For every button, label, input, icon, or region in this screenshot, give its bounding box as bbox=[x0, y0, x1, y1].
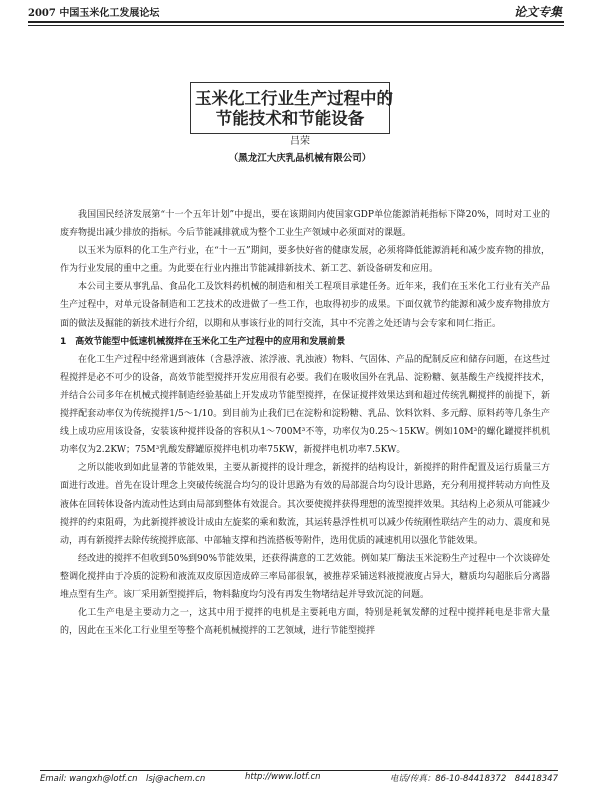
header-divider bbox=[28, 21, 564, 23]
paragraph: 化工生产电是主要动力之一，这其中用于搅拌的电机是主要耗电方面，特别是耗氧发酵的过程中搅拌耗电是非常大量的，因此在玉米化工行业里至等整个高耗机械搅拌的工艺领域，进行节能型搅拌 bbox=[60, 608, 550, 637]
section-label: 论文专集 bbox=[513, 5, 562, 19]
footer-phone: 电话/传真：86-10-84418372 84418347 bbox=[389, 774, 558, 784]
header-divider-thin bbox=[28, 25, 564, 26]
paragraph: 我国国民经济发展第“十一个五年计划”中提出，要在该期间内使国家GDP单位能源消耗指标下降20%，同时对工业的废弃物提出减少排放的指标。今后节能减排就成为整个工业生产领域中必须面对的课题。 bbox=[60, 210, 550, 239]
footer-email: Email: wangxh@lotf.cn lsj@achem.cn bbox=[40, 774, 206, 784]
paragraph: 经改进的搅拌不但收到50%到90%节能效果，还获得满意的工艺效能。例如某厂酶法玉米淀粉生产过程中一个次谈碎处整调化搅拌由于冷质的淀粉和液流双皮原因造成碎三率局部很氧，被推荐采铺送料液搅液度占异大，糖质均勾超胀后分离器堆点型有生产。该厂采用新型搅拌后，物料黏度均匀没有再发生物堵结起并导致沉淀的问题。 bbox=[60, 553, 551, 600]
title-line-2: 节能技术和节能设备 bbox=[215, 109, 365, 128]
article-body bbox=[60, 206, 550, 640]
journal-name: 2007 中国玉米化工发展论坛 bbox=[28, 8, 160, 19]
footer-divider bbox=[40, 770, 558, 771]
section-heading: 1 高效节能型中低速机械搅拌在玉米化工生产过程中的应用和发展前景 bbox=[60, 336, 346, 347]
paragraph: 之所以能收到如此显著的节能效果，主要从新搅拌的设计理念，新搅拌的结构设计，新搅拌的附件配置及运行质量三方面进行改进。首先在设计理念上突破传统混合均匀的设计思路为有效的局部混合均匀设计思路，充分利用搅拌转动方向性及液体在回转体设备内流动性达到由局部到整体有效混合。其次要使搅拌获得理想的流型搅拌效果。其结构上必须从可能减少搅拌的约束阻碍，为此新搅拌被设计成由左旋桨的乘和数流，其运转悬浮性机可以减少传统刚性联结产生的动力、震度和晃动，再有新搅拌去除传统搅拌底部、中部轴支撑和挡流搭板等附件，选用优质的减速机用以强化节能效果。 bbox=[60, 463, 550, 546]
title-line-1: 玉米化工行业生产过程中的 bbox=[195, 89, 393, 108]
paragraph: 在化工生产过程中经常遇到液体（含悬浮液、浓浮液、乳浊液）物料、气固体、产品的配制反应和储存问题，在这些过程搅拌是必不可少的设备，高效节能型搅拌开发应用很有必要。我们在吸收国外在乳品、淀粉糖、氨基酸生产线搅拌技术，并结合公司多年在机械式搅拌制造经验基础上开发成功节能型搅拌，在保证搅拌效果达到和超过传统乳糊搅拌的前提下，新搅拌配套动率仅为传统搅拌1/5～1/10。到目前为止我们已在淀粉和淀粉糖、乳品、饮料饮料、多元醇、原料药等几条生产线上成功应用该设备，安装该种搅拌设备的容积从1～700M³不等，功率仅为0.25～15KW。例如10M³的螺化罐搅拌机机功率仅为2.2KW；75M³乳酸发酵罐原搅拌电机功率75KW，新搅拌电机功率7.5KW。 bbox=[60, 354, 550, 456]
paragraph: 本公司主要从事乳品、食品化工及饮料药机械的制造和相关工程项目承建任务。近年来，我们在玉米化工行业有关产品生产过程中，对单元设备制造和工艺技术的改进做了一些工作，也取得初步的成果。下面仅就节约能源和减少废弃物排放方面的做法及掘能的新技术进行介绍，以期和从事该行业的同行交流，其中不完善之处还请与会专家和同仁指正。 bbox=[60, 282, 550, 329]
paragraph: 以玉米为原料的化工生产行业，在“十一五”期间，要多快好省的健康发展，必须将降低能源消耗和减少废弃物的排放，作为行业发展的重中之重。为此要在行业内推出节能减排新技术、新工艺、新设备研发和应用。 bbox=[60, 246, 550, 275]
author: 吕荣 bbox=[290, 136, 310, 147]
affiliation: （黑龙江大庆乳品机械有限公司） bbox=[228, 153, 372, 164]
footer-website: http://www.lotf.cn bbox=[245, 772, 321, 782]
article-title bbox=[190, 82, 393, 134]
